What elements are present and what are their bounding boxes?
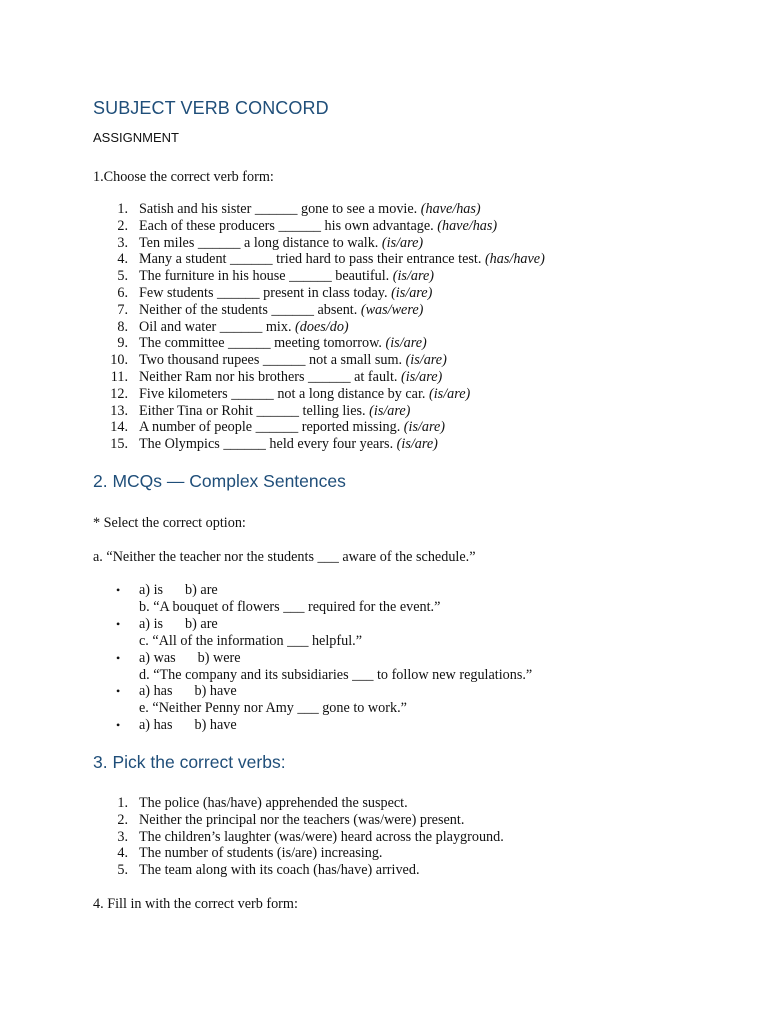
list-item [139,436,438,453]
list-item-hint: (was/were) [360,301,424,318]
list-item [139,335,427,352]
mcq-question: b. “A bouquet of flowers ___ required for the event.” [139,598,441,615]
list-item-number: 1. [117,201,128,217]
list-item-hint: (is/are) [405,352,447,369]
mcq-options [139,650,241,667]
list-item-number: 1. [117,795,128,811]
list-item: The children’s laughter (was/were) heard across the playground. [139,828,504,845]
list-item-number: 5. [117,862,128,879]
list-item [139,352,447,369]
list-item [139,369,442,386]
list-item-number: 11. [110,369,128,385]
list-item [139,251,545,268]
mcq-options [139,582,218,599]
mcq-question: d. “The company and its subsidiaries ___ to follow new regulations.” [139,666,533,683]
section2-instruction: * Select the correct option: [93,515,246,531]
bullet-icon: • [116,650,121,665]
section1-heading: 1.Choose the correct verb form: [93,169,274,185]
list-item-text: The committee ______ meeting tomorrow. [139,335,382,352]
list-item [139,419,445,436]
list-item [139,268,434,285]
list-item-hint: (does/do) [295,318,349,335]
option-a: a) has [139,683,173,700]
list-item-number: 13. [110,402,128,419]
list-item [139,302,423,319]
list-item-text: Few students ______ present in class today. [139,285,388,301]
list-item: The number of students (is/are) increasing. [139,845,383,862]
option-b: b) have [194,717,237,734]
list-item-number: 2. [117,811,128,828]
list-item-number: 4. [117,845,128,862]
list-item: The police (has/have) apprehended the suspect. [139,795,408,811]
section3-heading: 3. Pick the correct verbs: [93,752,286,772]
list-item-number: 15. [110,436,128,453]
list-item-number: 10. [110,352,128,369]
list-item-number: 3. [117,828,128,845]
option-a: a) has [139,717,173,734]
bullet-icon: • [116,684,121,699]
list-item-hint: (is/are) [392,268,434,285]
list-item-hint: (is/are) [385,335,427,352]
question-a: a. “Neither the teacher nor the students ___ aware of the schedule.” [93,549,476,565]
list-item-hint: (is/are) [381,234,424,251]
document-subtitle: ASSIGNMENT [93,130,179,145]
list-item-text: Each of these producers ______ his own advantage. [139,217,434,234]
list-item-text: Oil and water ______ mix. [139,318,292,335]
list-item-hint: (have/has) [437,217,498,234]
list-item-hint: (have/has) [420,201,481,217]
list-item-number: 3. [117,234,128,251]
list-item-hint: (is/are) [429,385,471,402]
bullet-icon: • [116,583,121,597]
bullet-icon: • [116,718,121,733]
list-item-text: Ten miles ______ a long distance to walk. [139,234,379,251]
list-item-number: 7. [117,301,128,318]
list-item-number: 4. [117,251,128,268]
mcq-question: c. “All of the information ___ helpful.” [139,632,362,649]
list-item [139,285,432,302]
option-b: b) were [197,649,241,666]
option-a: a) is [139,615,164,632]
list-item-text: Satish and his sister ______ gone to see a movie. [139,201,418,217]
list-item-number: 5. [117,268,128,285]
list-item [139,235,423,252]
list-item-text: Many a student ______ tried hard to pass their entrance test. [139,251,482,268]
mcq-question: e. “Neither Penny nor Amy ___ gone to work.” [139,700,407,717]
document-title: SUBJECT VERB CONCORD [93,98,329,118]
list-item-hint: (has/have) [484,251,545,268]
list-item [139,201,481,218]
list-item-number: 2. [117,217,128,234]
list-item-hint: (is/are) [369,402,411,419]
list-item-number: 8. [117,318,128,335]
option-b: b) are [185,582,218,598]
list-item [139,386,470,403]
list-item-number: 14. [110,419,128,436]
list-item: Neither the principal nor the teachers (was/were) present. [139,811,465,828]
list-item-number: 6. [117,285,128,301]
list-item-text: Either Tina or Rohit ______ telling lies. [139,402,366,419]
mcq-options [139,616,218,633]
option-b: b) have [194,683,237,700]
mcq-options [139,683,237,700]
option-a: a) is [139,582,164,598]
bullet-icon: • [116,616,121,631]
list-item-text: Two thousand rupees ______ not a small sum. [139,352,403,369]
list-item [139,319,349,336]
list-item-text: The Olympics ______ held every four years. [139,436,394,453]
mcq-options [139,717,237,734]
list-item [139,218,497,235]
list-item-text: Five kilometers ______ not a long distance by car. [139,385,426,402]
list-item-text: A number of people ______ reported missing. [139,419,401,436]
list-item-hint: (is/are) [403,419,446,436]
list-item-hint: (is/are) [391,285,433,301]
list-item-text: Neither of the students ______ absent. [139,301,358,318]
list-item-text: Neither Ram nor his brothers ______ at fault. [139,369,398,385]
section4-heading: 4. Fill in with the correct verb form: [93,896,298,912]
list-item-number: 9. [117,335,128,352]
list-item-hint: (is/are) [401,369,443,385]
list-item [139,403,410,420]
list-item-hint: (is/are) [396,436,438,453]
list-item-text: The furniture in his house ______ beautiful. [139,268,390,285]
section2-heading: 2. MCQs — Complex Sentences [93,471,346,491]
list-item-number: 12. [110,385,128,402]
list-item: The team along with its coach (has/have) arrived. [139,862,420,879]
option-a: a) was [139,649,176,666]
option-b: b) are [185,615,218,632]
